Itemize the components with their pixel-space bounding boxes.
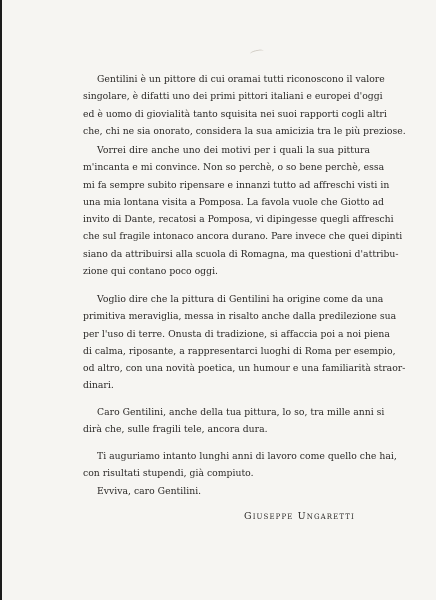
paragraph-line: siano da attribuirsi alla scuola di Romagna, ma questioni d'attribu- [83, 248, 399, 260]
paragraph-line: una mia lontana visita a Pomposa. La favola vuole che Giotto ad [83, 196, 384, 208]
paragraph-4 [83, 404, 385, 439]
paragraph-line: Ti auguriamo intanto lunghi anni di lavoro come quello che hai, [97, 451, 397, 462]
paragraph-line: che, chi ne sia onorato, considera la sua amicizia tra le più preziose. [83, 125, 406, 137]
author-signature: Giuseppe Ungaretti [244, 511, 355, 522]
paragraph-line: Gentilini è un pittore di cui oramai tutti riconoscono il valore [97, 74, 385, 85]
paragraph-2 [83, 142, 403, 280]
paragraph-line: con risultati stupendi, già compiuto. [83, 468, 254, 480]
paragraph-line: Vorrei dire anche uno dei motivi per i quali la sua pittura [97, 145, 370, 156]
paragraph-6 [83, 483, 370, 500]
paragraph-line: dirà che, sulle fragili tele, ancora dura. [83, 424, 268, 436]
paragraph-line: primitiva meraviglia, messa in risalto anche dalla predilezione sua [83, 311, 397, 323]
paragraph-line: di calma, riposante, a rappresentarci luoghi di Roma per esempio, [83, 345, 396, 357]
paragraph-line: mi fa sempre subito ripensare e innanzi tutto ad affreschi visti in [83, 179, 390, 191]
paragraph-line: singolare, è difatti uno dei primi pittori italiani e europei d'oggi [83, 91, 383, 103]
paper-mark [250, 49, 265, 57]
paragraph-5 [83, 448, 397, 483]
paragraph-line: invito di Dante, recatosi a Pomposa, vi dipingesse quegli affreschi [83, 214, 394, 226]
paragraph-line: m'incanta e mi convince. Non so perchè, o so bene perchè, essa [83, 162, 385, 174]
paragraph-line: Evviva, caro Gentilini. [97, 486, 202, 497]
paragraph-line: dinari. [83, 380, 114, 392]
paragraph-line: ed è uomo di giovialità tanto squisita nei suoi rapporti cogli altri [83, 108, 387, 120]
paragraph-line: che sul fragile intonaco ancora durano. Pare invece che quei dipinti [83, 231, 403, 243]
paragraph-line: per l'uso di terre. Onusta di tradizione, si affaccia poi a noi piena [83, 328, 390, 340]
paragraph-line: zione qui contano poco oggi. [83, 266, 219, 278]
paragraph-line: Caro Gentilini, anche della tua pittura, lo so, tra mille anni si [97, 407, 385, 418]
paragraph-1 [83, 71, 406, 140]
paragraph-3 [83, 291, 406, 395]
paragraph-line: Voglio dire che la pittura di Gentilini ha origine come da una [97, 294, 384, 305]
paragraph-line: od altro, con una novità poetica, un humour e una familiarità straor- [83, 363, 406, 375]
